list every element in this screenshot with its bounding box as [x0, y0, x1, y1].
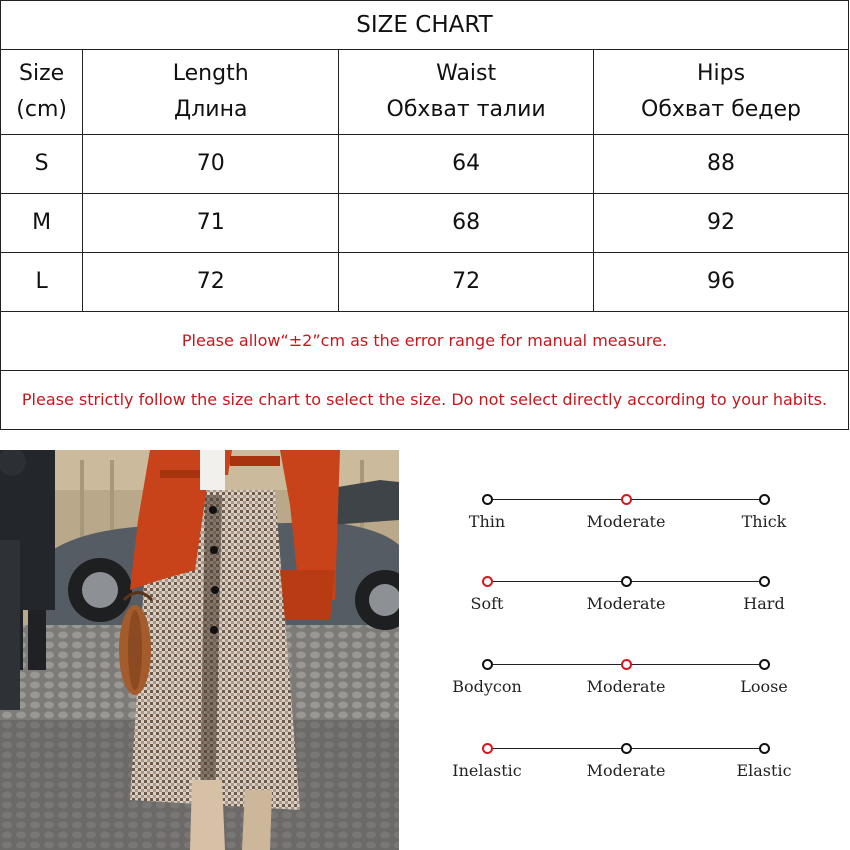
table-cell-size: L [1, 253, 83, 312]
scale-label-hard: Hard [743, 594, 785, 613]
table-cell-size: S [1, 135, 83, 194]
scale-label-soft: Soft [470, 594, 504, 613]
header-hips-line1: Hips [696, 61, 746, 86]
scale-label-moderate: Moderate [586, 677, 666, 696]
header-size [1, 50, 83, 135]
table-cell-waist: 72 [339, 253, 594, 312]
table-row [1, 135, 849, 194]
attribute-scales [430, 478, 830, 808]
product-photo [0, 450, 399, 850]
header-size-line2: (cm) [16, 97, 67, 122]
header-length-line1: Length [172, 61, 249, 86]
scale-dot-thin [482, 494, 493, 505]
scale-label-elastic: Elastic [736, 761, 792, 780]
scale-dot-elastic [759, 743, 770, 754]
scale-dot-moderate [621, 576, 632, 587]
scale-dot-loose [759, 659, 770, 670]
header-waist [339, 50, 594, 135]
header-waist-line2: Обхват талии [386, 97, 546, 122]
scale-label-bodycon: Bodycon [452, 677, 522, 696]
header-hips-line2: Обхват бедер [641, 97, 802, 122]
size-selection-note: Please strictly follow the size chart to select the size. Do not select directly according to your habits. [1, 371, 849, 430]
table-cell-hips: 96 [594, 253, 849, 312]
scale-label-thick: Thick [741, 512, 787, 531]
softness-scale [430, 560, 830, 620]
size-chart-title: SIZE CHART [1, 1, 849, 50]
scale-dot-thick [759, 494, 770, 505]
thickness-scale [430, 478, 830, 538]
fit-scale [430, 643, 830, 703]
header-row [1, 50, 849, 135]
scale-dot-inelastic [482, 743, 493, 754]
table-row [1, 194, 849, 253]
scale-dot-moderate [621, 494, 632, 505]
header-hips [594, 50, 849, 135]
scale-dot-moderate [621, 743, 632, 754]
table-cell-waist: 64 [339, 135, 594, 194]
table-row [1, 253, 849, 312]
scale-label-moderate: Moderate [586, 594, 666, 613]
header-size-line1: Size [19, 61, 65, 86]
measure-error-note: Please allow“±2”cm as the error range for manual measure. [1, 312, 849, 371]
table-cell-length: 72 [83, 253, 339, 312]
table-cell-waist: 68 [339, 194, 594, 253]
header-length [83, 50, 339, 135]
table-cell-length: 71 [83, 194, 339, 253]
scale-label-moderate: Moderate [586, 761, 666, 780]
elasticity-scale [430, 727, 830, 787]
header-waist-line1: Waist [436, 61, 497, 86]
table-cell-hips: 88 [594, 135, 849, 194]
product-photo-illustration [0, 450, 399, 850]
scale-label-loose: Loose [740, 677, 788, 696]
header-length-line2: Длина [174, 97, 248, 122]
scale-dot-bodycon [482, 659, 493, 670]
scale-dot-hard [759, 576, 770, 587]
scale-dot-soft [482, 576, 493, 587]
table-cell-length: 70 [83, 135, 339, 194]
scale-label-moderate: Moderate [586, 512, 666, 531]
scale-dot-moderate [621, 659, 632, 670]
table-cell-hips: 92 [594, 194, 849, 253]
scale-label-thin: Thin [468, 512, 506, 531]
scale-label-inelastic: Inelastic [452, 761, 522, 780]
table-cell-size: M [1, 194, 83, 253]
